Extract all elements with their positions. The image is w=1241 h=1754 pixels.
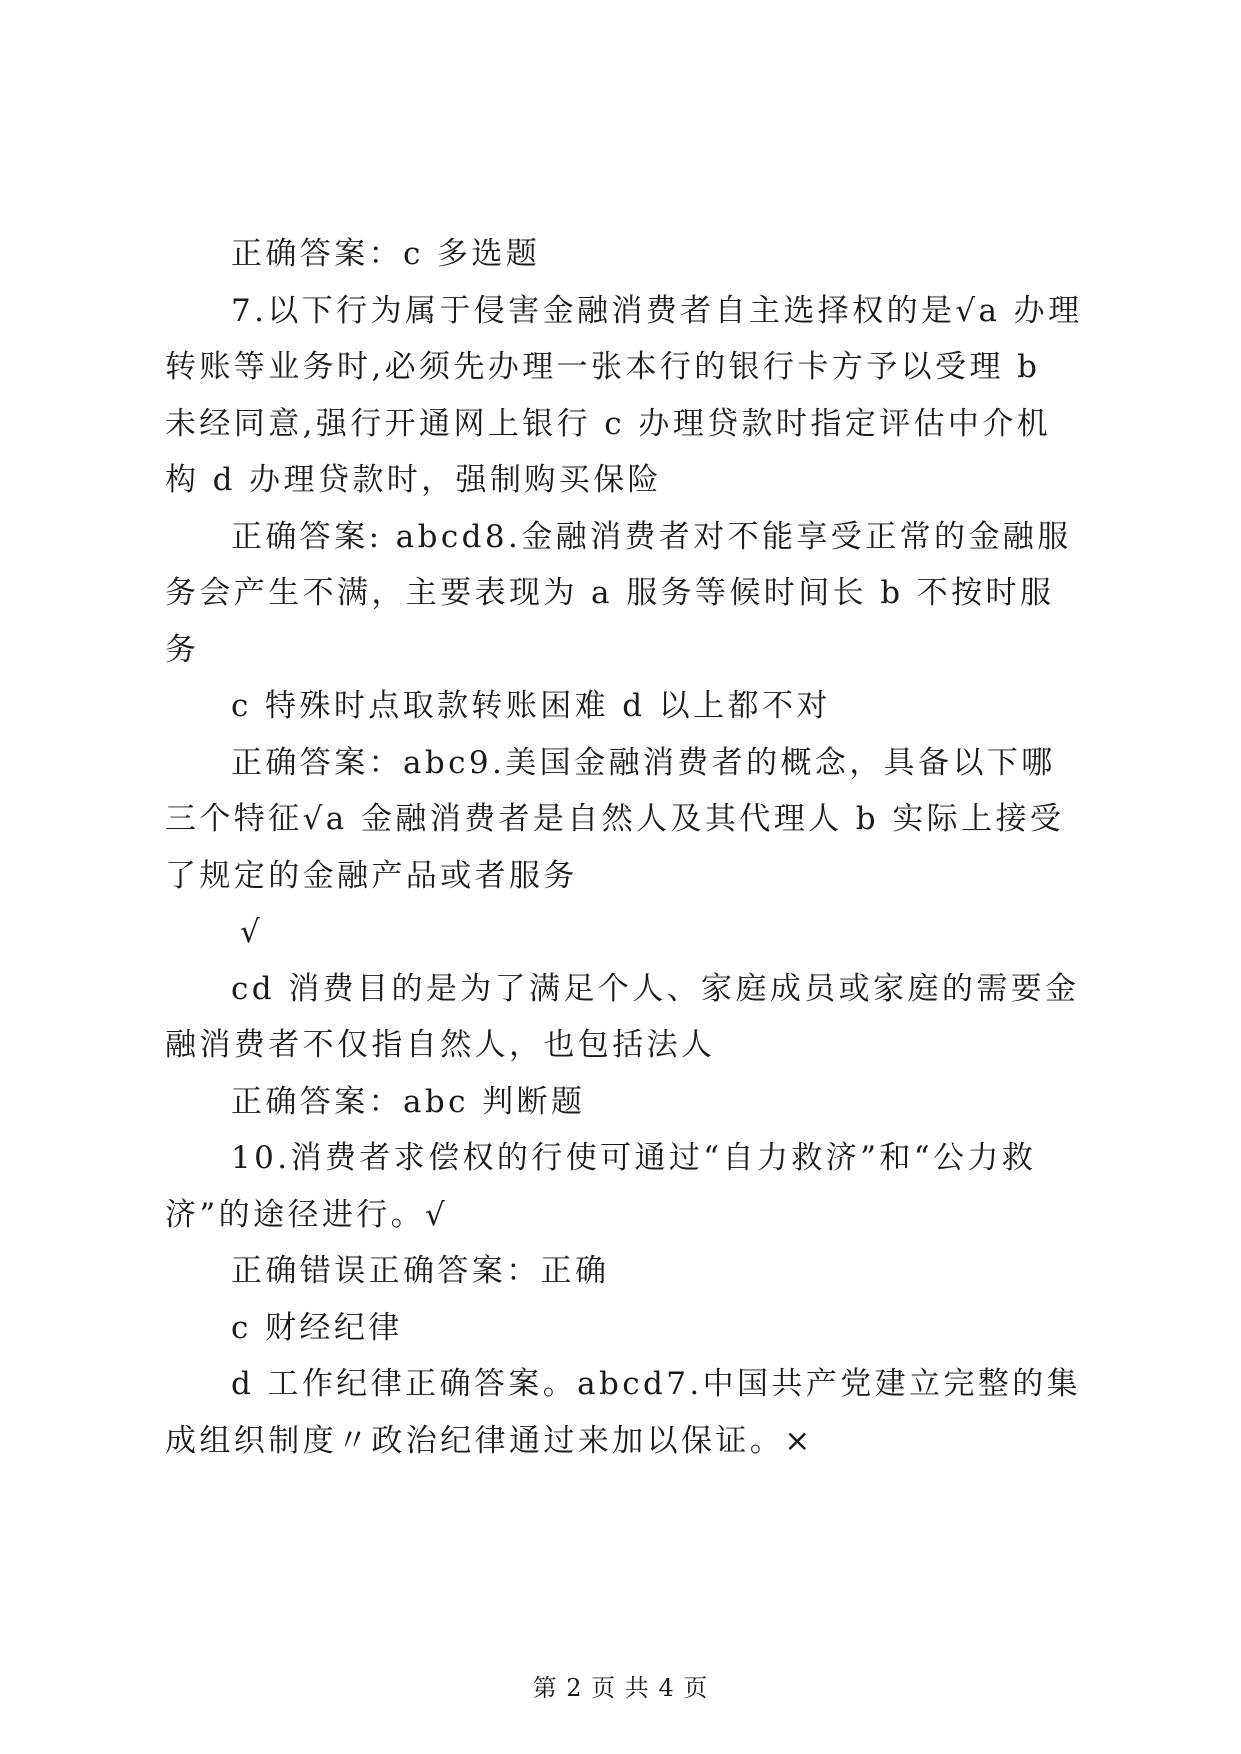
option-c-line: c 财经纪律 — [231, 1309, 403, 1346]
question-7: 7.以下行为属于侵害金融消费者自主选择权的是√a 办理转账等业务时,必须先办理一张本行的银行卡方予以受理 b 未经同意,强行开通网上银行 c 办理贷款时指定评估中介机构 d 办理贷款时，强制购买保险 — [165, 292, 1083, 498]
answer-line-q6: 正确答案：c 多选题 — [231, 236, 541, 272]
page-number-footer: 第 2 页 共 4 页 — [532, 1674, 709, 1702]
check-mark-line: √ — [240, 914, 260, 950]
answer-7-question-8: 正确答案: abcd8.金融消费者对不能享受正常的金融服务会产生不满，主要表现为 a 服务等候时间长 b 不按时服务 — [165, 518, 1072, 668]
question-8-options: c 特殊时点取款转账困难 d 以上都不对 — [231, 688, 831, 724]
answer-8-question-9: 正确答案：abc9.美国金融消费者的概念，具备以下哪三个特征√a 金融消费者是自然人及其代理人 b 实际上接受了规定的金融产品或者服务 — [165, 744, 1065, 894]
question-10: 10.消费者求偿权的行使可通过“自力救济”和“公力救济”的途径进行。√ — [165, 1140, 1037, 1233]
question-9-options: cd 消费目的是为了满足个人、家庭成员或家庭的需要金融消费者不仅指自然人，也包括法人 — [165, 970, 1080, 1063]
answer-9: 正确答案：abc 判断题 — [231, 1083, 586, 1120]
document-body — [165, 226, 1083, 1469]
option-d-line: d 工作纪律正确答案。abcd7.中国共产党建立完整的集成组织制度〃政治纪律通过来加以保证。× — [165, 1366, 1082, 1459]
answer-10: 正确错误正确答案：正确 — [231, 1253, 610, 1289]
